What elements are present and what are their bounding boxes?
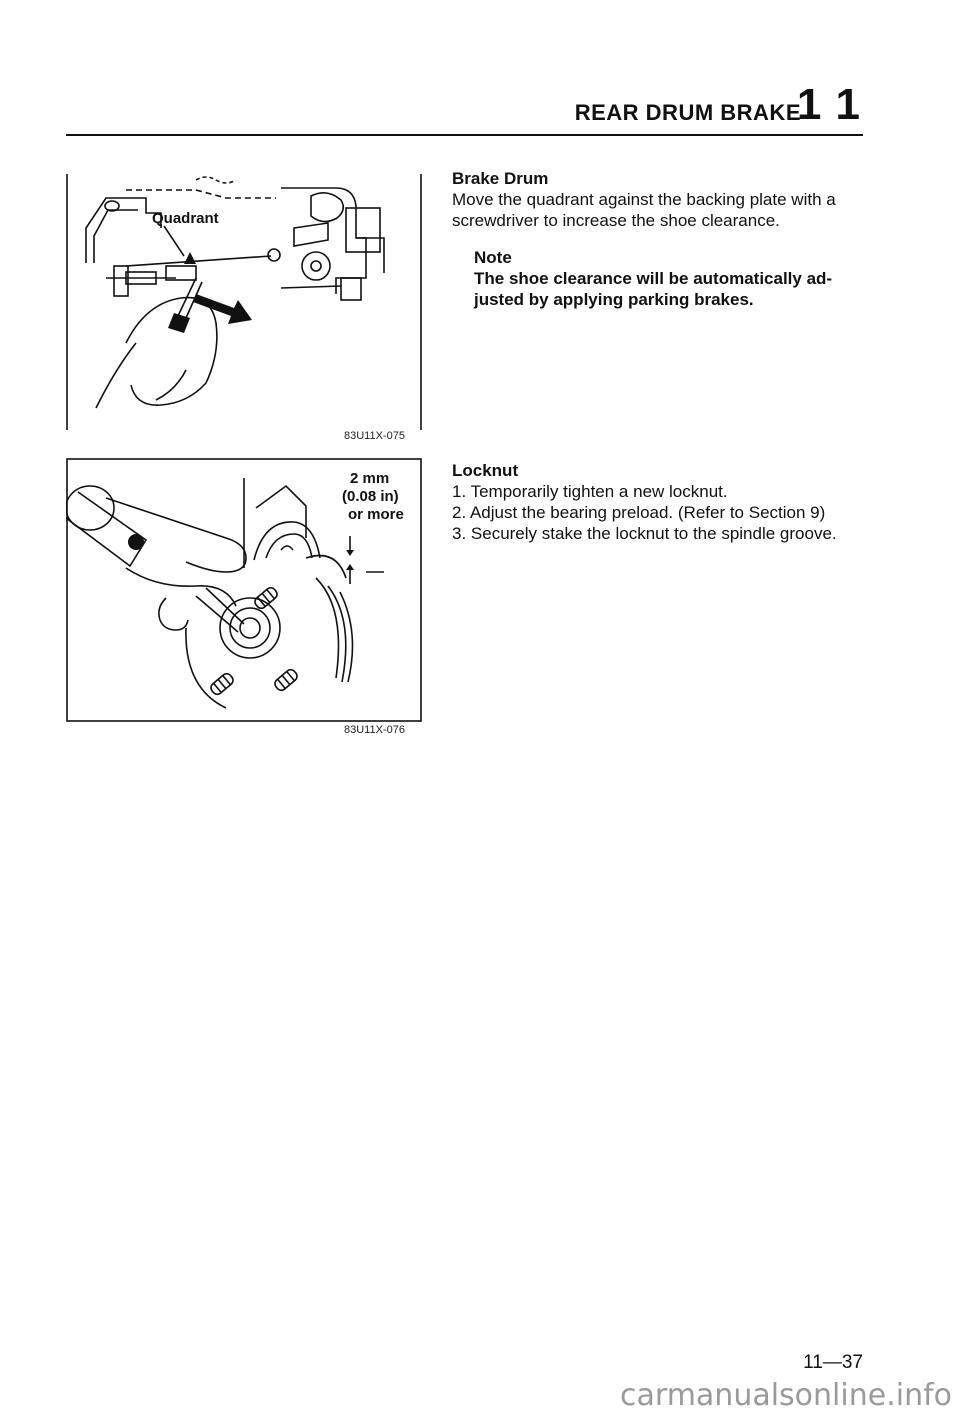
page-header <box>66 80 863 136</box>
clearance-label-in: (0.08 in) <box>342 488 399 505</box>
brake-drum-body: Move the quadrant against the backing plate with a screwdriver to increase the shoe clearance. <box>452 190 836 230</box>
figure-code-076: 83U11X-076 <box>344 724 405 736</box>
figure-locknut-staking <box>66 458 422 736</box>
figure-quadrant-adjustment <box>66 168 422 442</box>
watermark: carmanualsonline.info <box>620 1378 952 1413</box>
note-body: The shoe clearance will be automatically ad-justed by applying parking brakes. <box>474 269 833 309</box>
section-number: 1 1 <box>796 80 861 129</box>
locknut-section <box>452 460 870 544</box>
note-box <box>474 247 870 310</box>
figure-code-075: 83U11X-075 <box>344 430 405 442</box>
page-number: 11—37 <box>803 1352 863 1373</box>
clearance-label-mm: 2 mm <box>350 470 390 487</box>
locknut-step-3: 3. Securely stake the locknut to the spindle groove. <box>452 524 837 543</box>
quadrant-illustration <box>66 168 422 430</box>
quadrant-label: Quadrant <box>152 210 219 227</box>
locknut-heading: Locknut <box>452 461 519 480</box>
brake-drum-section <box>452 168 870 310</box>
locknut-step-2: 2. Adjust the bearing preload. (Refer to Section 9) <box>452 503 826 522</box>
brake-drum-heading: Brake Drum <box>452 169 549 188</box>
note-heading: Note <box>474 248 512 267</box>
section-title: REAR DRUM BRAKE <box>574 100 801 125</box>
clearance-label-more: or more <box>348 506 404 523</box>
locknut-step-1: 1. Temporarily tighten a new locknut. <box>452 482 728 501</box>
locknut-steps <box>452 481 870 544</box>
